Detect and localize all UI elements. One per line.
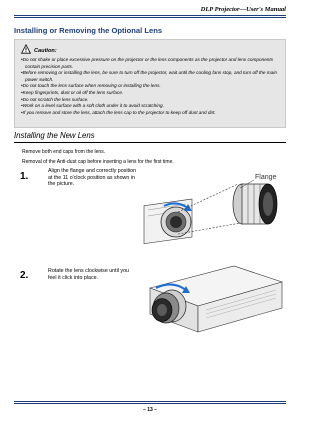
caution-label: Caution: [34,47,57,54]
caution-heading [21,44,57,54]
step-number: 2. [20,270,29,281]
warning-triangle-icon [21,44,31,54]
caution-item: • Do not shake or place excessive pressure on the projector or the lens components as the projector and lens components contain precision parts. [21,57,280,70]
paragraph: Remove both end caps from the lens. [22,149,106,155]
step-text: Align the flange and correctly position at the 11 o'clock position as shown in the picture. [48,168,137,188]
caution-item: • Do not touch the lens surface when removing or installing the lens. [21,83,280,90]
caution-list [21,57,280,116]
header-rule [14,15,286,16]
caution-item: • If you remove and store the lens, attach the lens cap to the projector to keep off dust and dirt. [21,110,280,117]
paragraph: Removal of the Anti-dust cap before inserting a lens for the first time. [22,159,174,165]
step-number: 1. [20,171,29,182]
caution-item: • Do not scratch the lens surface. [21,97,280,104]
subsection-title: Installing the New Lens [14,131,95,140]
step-text: Rotate the lens clockwise until you feel it click into place. [48,268,129,281]
header-rule-secondary [14,17,286,18]
running-header: DLP Projector—User's Manual [200,6,286,13]
page-number: – 13 – [143,407,157,413]
section-title: Installing or Removing the Optional Lens [14,26,163,35]
footer-rule [14,401,286,402]
caution-item: • Before removing or installing the lens, be sure to turn off the projector, wait until the cooling fans stop, and turn off the main power switch. [21,70,280,83]
lens-barrel-illustration [233,184,277,224]
lens-flange-figure [142,166,290,251]
caution-item: • Keep fingerprints, dust or oil off the lens surface. [21,90,280,97]
footer-rule-secondary [14,403,286,404]
flange-label: Flange [255,174,277,181]
subsection-rule [14,142,286,143]
lens-rotate-figure [142,254,290,338]
caution-box [14,39,286,128]
caution-item: • Work on a level surface with a soft cloth under it to avoid scratching. [21,103,280,110]
